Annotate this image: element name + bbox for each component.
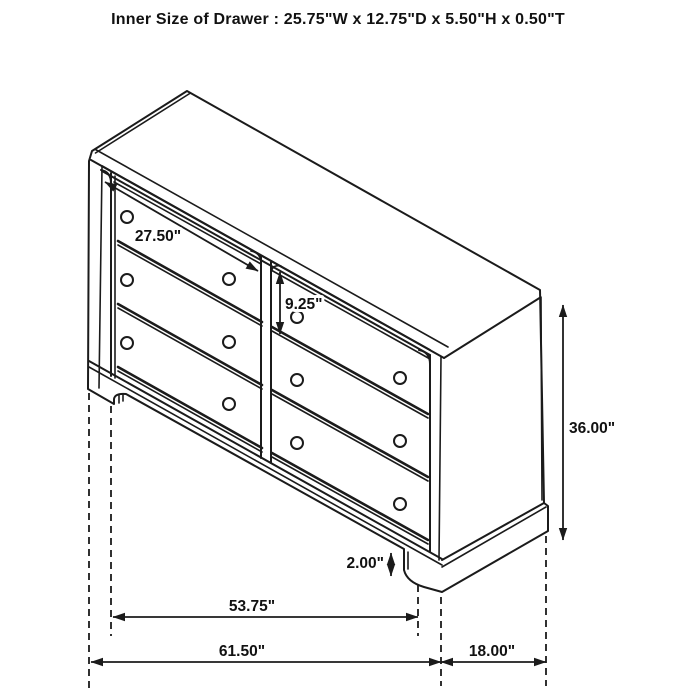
knob [394,372,406,384]
dim-label-base-height: 2.00" [346,555,384,572]
dim-label-feet-span: 53.75" [228,598,276,615]
dim-label-overall-height: 36.00" [569,420,616,437]
knob [121,211,133,223]
knob [223,398,235,410]
knob [394,498,406,510]
knob [223,336,235,348]
dimension-overall-width [91,643,441,662]
knob [121,337,133,349]
dim-label-drawer-height: 9.25" [285,296,323,313]
dimension-depth [441,643,546,662]
dimension-feet-span [113,598,418,617]
dim-label-overall-width: 61.50" [218,643,266,660]
knob [223,273,235,285]
knob [291,437,303,449]
right-corner-bracket [419,350,430,364]
knob [291,374,303,386]
knob [394,435,406,447]
dimension-drawer-height [280,272,323,334]
knob [121,274,133,286]
dim-label-depth: 18.00" [468,643,516,660]
base-molding [89,361,546,569]
dim-label-drawer-width: 27.50" [134,228,182,245]
page-title: Inner Size of Drawer : 25.75"W x 12.75"D x 5.50"H x 0.50"T [111,11,565,28]
front-frame-lines [99,166,441,560]
dimension-drawer-width [105,182,258,271]
cabinet-outline [88,91,548,592]
dimension-base-height [346,553,391,576]
dimension-overall-height [563,305,615,540]
